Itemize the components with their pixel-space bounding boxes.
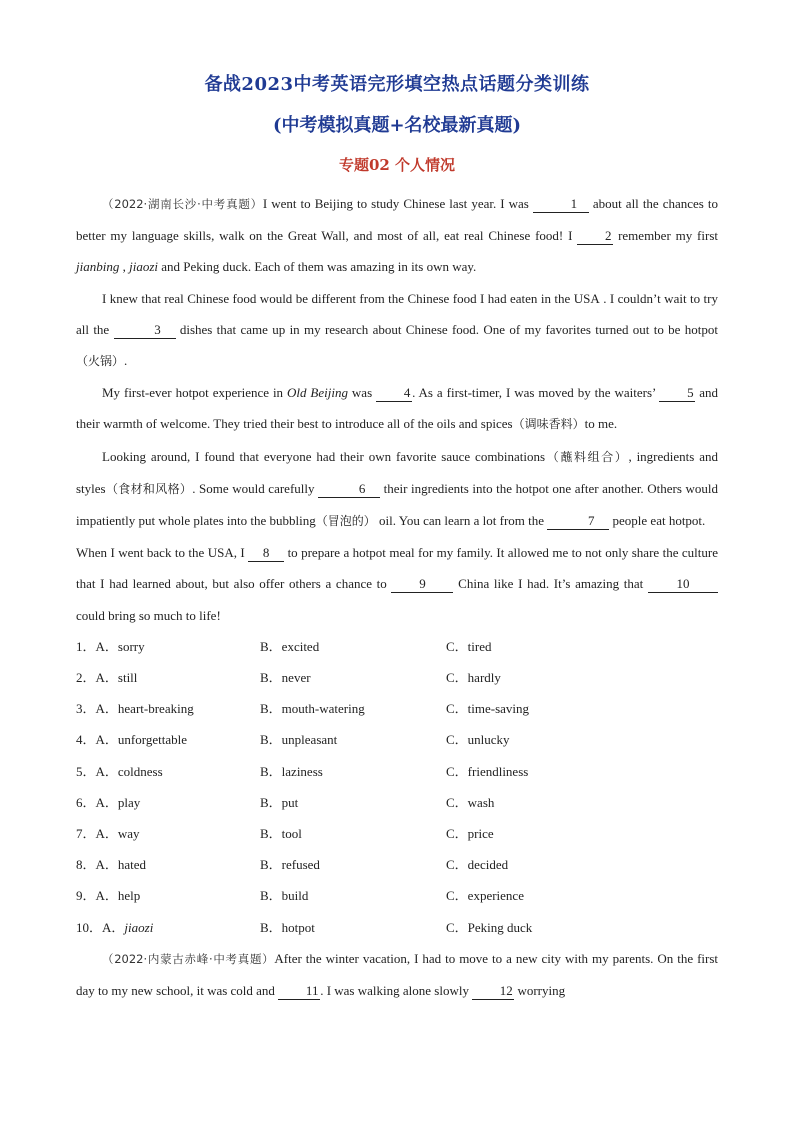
blank-11: 11 xyxy=(278,983,320,1000)
option-row: 7．A．way B．tool C．price xyxy=(76,825,494,841)
document-title: 备战2023中考英语完形填空热点话题分类训练 xyxy=(204,74,590,95)
blank-4: 4 xyxy=(376,385,412,402)
blank-10: 10 xyxy=(648,576,718,593)
paragraph: My first-ever hotpot experience in Old Beijing was 4 . As a first-timer, I was moved by the waiters’ 5 and their warmth of welcome. They tried their best to introduce all of the oils and spices（调味香料）to me. xyxy=(76,385,719,432)
option-row: 2．A．still B．never C．hardly xyxy=(76,670,501,686)
document-body xyxy=(76,188,718,1006)
paragraph: When I went back to the USA, I 8 to prepare a hotpot meal for my family. It allowed me to not only share the culture that I had learned about, but also offer others a chance to 9 China like I had. It’s amazing that 10 could bring so much to life! xyxy=(76,545,718,623)
option-row: 5．A．coldness B．laziness C．friendliness xyxy=(76,763,529,779)
option-row: 9．A．help B．build C．experience xyxy=(76,888,524,904)
blank-2: 2 xyxy=(577,228,613,245)
paragraph: Looking around, I found that everyone had their own favorite sauce combinations（蘸料组合）, ingredients and styles（食材和风格）. Some would carefully 6 their ingredients into the hotpot one after another. Others would impatiently put whole plates into the bubbling（冒泡的） oil. You can learn a lot from the 7 people eat hotpot. xyxy=(76,448,718,529)
option-row: 1．A．sorry B．excited C．tired xyxy=(76,638,492,654)
option-row: 10．A．jiaozi B．hotpot C．Peking duck xyxy=(76,919,533,935)
topic-heading: 专题02 个人情况 xyxy=(338,156,456,174)
source-label: （2022·内蒙古赤峰·中考真题） xyxy=(102,951,275,966)
blank-9: 9 xyxy=(391,576,453,593)
blank-3: 3 xyxy=(114,322,176,339)
blank-6: 6 xyxy=(318,481,380,498)
paragraph: （2022·湖南长沙·中考真题）I went to Beijing to study Chinese last year. I was 1 about all the chances to better my language skills, walk on the Great Wall, and most of all, eat real Chinese food! I 2 remember my first jianbing , jiaozi and Peking duck. Each of them was amazing in its own way. xyxy=(76,196,719,275)
blank-12: 12 xyxy=(472,983,514,1000)
blank-5: 5 xyxy=(659,385,695,402)
source-label: （2022·湖南长沙·中考真题） xyxy=(102,197,263,211)
paragraph: I knew that real Chinese food would be different from the Chinese food I had eaten in the USA . I couldn’t wait to try all the 3 dishes that came up in my research about Chinese food. One of my favorites turned out to be hotpot（火锅）. xyxy=(76,290,718,369)
option-row: 4．A．unforgettable B．unpleasant C．unlucky xyxy=(76,732,510,748)
document-subtitle: (中考模拟真题+名校最新真题) xyxy=(272,115,522,136)
paragraph: （2022·内蒙古赤峰·中考真题）After the winter vacation, I had to move to a new city with my parents. On the first day to my new school, it was cold and 11 . I was walking alone slowly 12 worrying xyxy=(76,950,719,998)
option-row: 8．A．hated B．refused C．decided xyxy=(76,857,509,873)
options-list xyxy=(76,631,718,943)
option-row: 3．A．heart-breaking B．mouth-watering C．time-saving xyxy=(76,701,530,717)
option-row: 6．A．play B．put C．wash xyxy=(76,794,495,810)
blank-1: 1 xyxy=(533,196,589,213)
blank-8: 8 xyxy=(248,545,284,562)
blank-7: 7 xyxy=(547,513,609,530)
